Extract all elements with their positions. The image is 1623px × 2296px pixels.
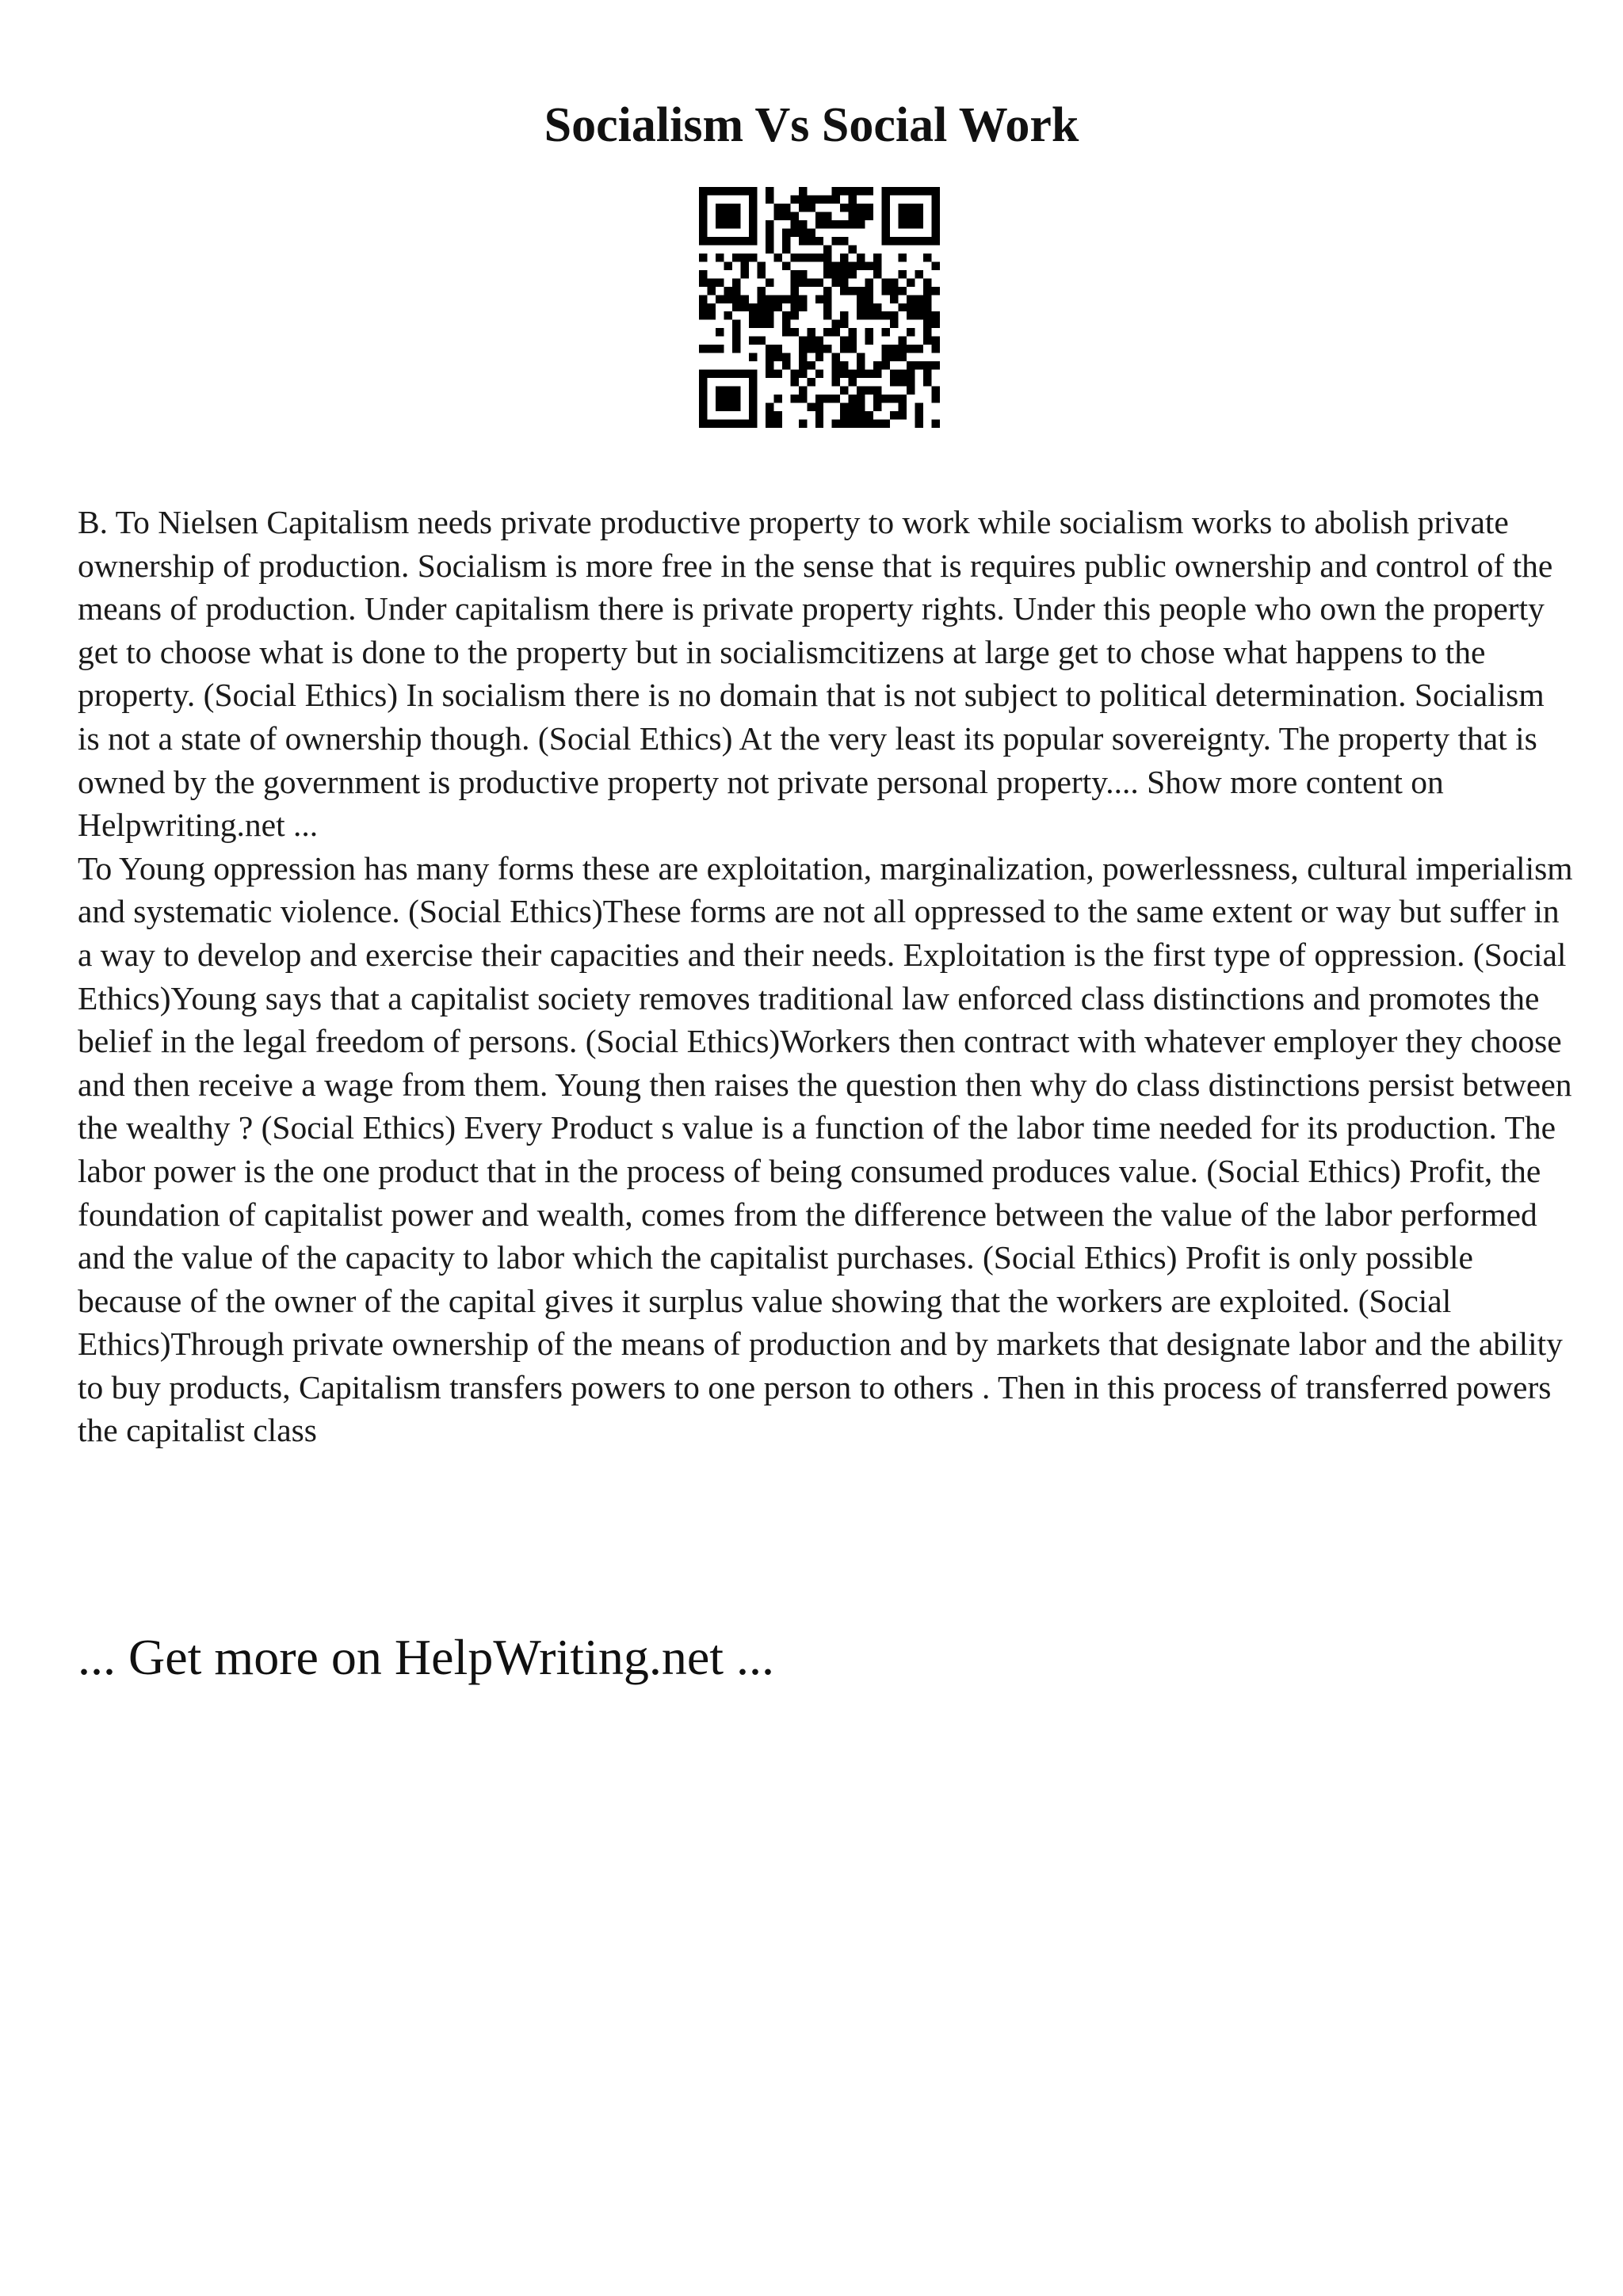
paragraph-1: B. To Nielsen Capitalism needs private productive property to work while socialism works to abolish private ownership of production. Socialism is more free in the sense that is requires public ownership and control of the means of production. Under capitalism there is private property rights. Under this people who own the property get to choose what is done to the property but in socialismcitizens at large get to chose what happens to the property. (Social Ethics) In socialism there is no domain that is not subject to political determination. Socialism is not a state of ownership though. (Social Ethics) At the very least its popular sovereignty. The property that is owned by the government is productive property not private personal property.... Show more content on Helpwriting.net ...: [78, 504, 1553, 844]
qr-code-graphic: [699, 187, 940, 428]
get-more-link[interactable]: ... Get more on HelpWriting.net ...: [78, 1629, 774, 1685]
qr-code-icon[interactable]: [699, 187, 940, 428]
page-title: Socialism Vs Social Work: [544, 98, 1079, 152]
article-body: [78, 501, 1574, 1452]
paragraph-2: To Young oppression has many forms these are exploitation, marginalization, powerlessness, cultural imperialism and systematic violence. (Social Ethics)These forms are not all oppressed to the same extent or way but suffer in a way to develop and exercise their capacities and their needs. Exploitation is the first type of oppression. (Social Ethics)Young says that a capitalist society removes traditional law enforced class distinctions and promotes the belief in the legal freedom of persons. (Social Ethics)Workers then contract with whatever employer they choose and then receive a wage from them. Young then raises the question then why do class distinctions persist between the wealthy ? (Social Ethics) Every Product s value is a function of the labor time needed for its production. The labor power is the one product that in the process of being consumed produces value. (Social Ethics) Profit, the foundation of capitalist power and wealth, comes from the difference between the value of the labor performed and the value of the capacity to labor which the capitalist purchases. (Social Ethics) Profit is only possible because of the owner of the capital gives it surplus value showing that the workers are exploited. (Social Ethics)Through private ownership of the means of production and by markets that designate labor and the ability to buy products, Capitalism transfers powers to one person to others . Then in this process of transferred powers the capitalist class: [78, 849, 1573, 1449]
